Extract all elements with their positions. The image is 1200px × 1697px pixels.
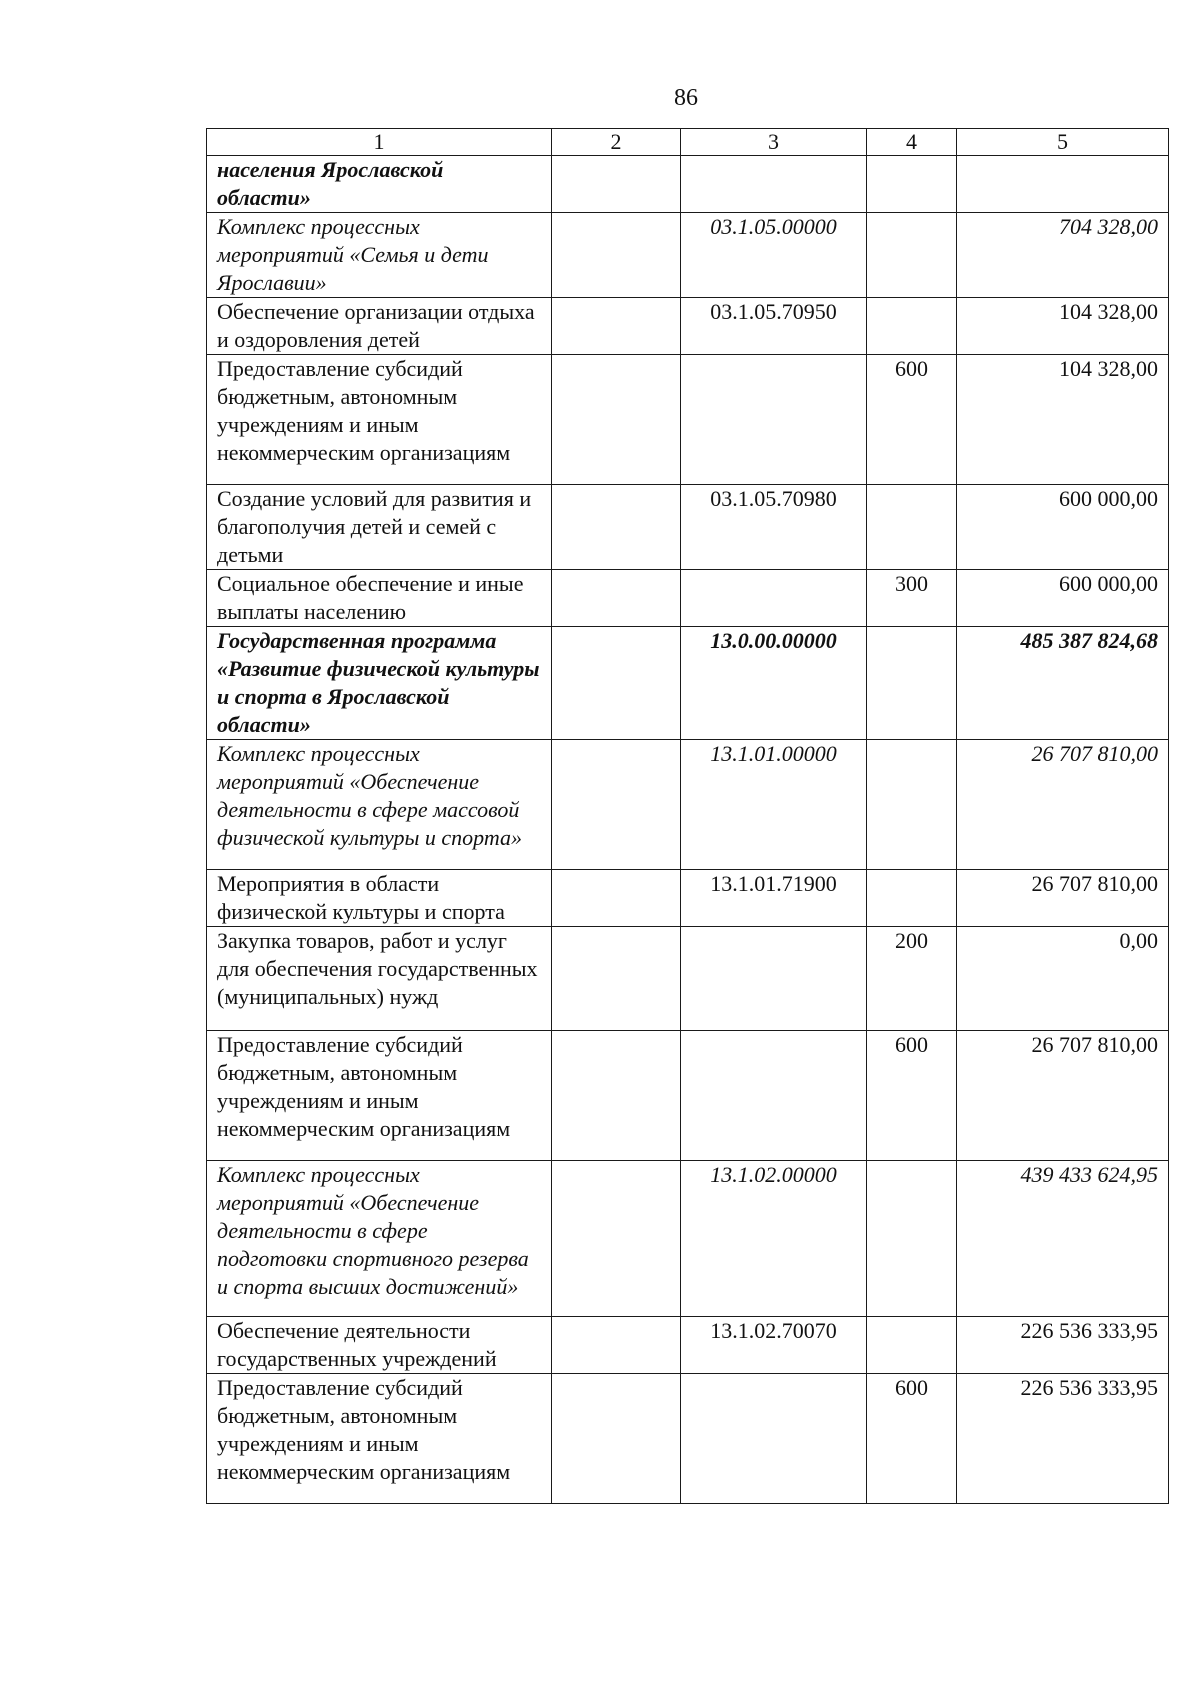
section-cell [552,1317,681,1374]
amount-cell: 26 707 810,00 [957,870,1169,927]
code-cell: 13.1.01.00000 [681,740,867,870]
code-cell: 13.0.00.00000 [681,627,867,740]
amount-cell: 485 387 824,68 [957,627,1169,740]
expense-type-cell [867,1161,957,1317]
name-cell: Предоставление субсидий бюджетным, автономным учреждениям и иным некоммерческим организациям [207,355,552,485]
amount-cell: 226 536 333,95 [957,1317,1169,1374]
name-cell: Предоставление субсидий бюджетным, автономным учреждениям и иным некоммерческим организациям [207,1031,552,1161]
name-cell: Обеспечение деятельности государственных учреждений [207,1317,552,1374]
table-row [207,213,1169,298]
code-cell: 03.1.05.70950 [681,298,867,355]
section-cell [552,870,681,927]
expense-type-cell: 200 [867,927,957,1031]
table-row [207,927,1169,1031]
name-cell: Обеспечение организации отдыха и оздоровления детей [207,298,552,355]
name-cell: Комплекс процессных мероприятий «Обеспечение деятельности в сфере массовой физической культуры и спорта» [207,740,552,870]
amount-cell: 104 328,00 [957,355,1169,485]
header-row [207,129,1169,156]
code-cell: 13.1.02.70070 [681,1317,867,1374]
name-cell: Социальное обеспечение и иные выплаты населению [207,570,552,627]
code-cell [681,156,867,213]
code-cell: 13.1.02.00000 [681,1161,867,1317]
table-row [207,1161,1169,1317]
section-cell [552,156,681,213]
expense-type-cell [867,627,957,740]
column-header-4: 4 [867,129,957,156]
expense-type-cell: 600 [867,355,957,485]
page-number: 86 [674,85,698,111]
table-row [207,298,1169,355]
name-cell: Предоставление субсидий бюджетным, автономным учреждениям и иным некоммерческим организациям [207,1374,552,1504]
section-cell [552,1374,681,1504]
section-cell [552,1161,681,1317]
name-cell: Комплекс процессных мероприятий «Семья и дети Ярославии» [207,213,552,298]
section-cell [552,355,681,485]
expense-type-cell: 600 [867,1374,957,1504]
section-cell [552,927,681,1031]
table-body [207,156,1169,1504]
table-row [207,485,1169,570]
section-cell [552,627,681,740]
expense-type-cell: 300 [867,570,957,627]
table-header [207,129,1169,156]
name-cell: Комплекс процессных мероприятий «Обеспечение деятельности в сфере подготовки спортивного резерва и спорта высших достижений» [207,1161,552,1317]
column-header-3: 3 [681,129,867,156]
section-cell [552,570,681,627]
name-cell: Закупка товаров, работ и услуг для обеспечения государственных (муниципальных) нужд [207,927,552,1031]
expense-type-cell [867,870,957,927]
column-header-5: 5 [957,129,1169,156]
code-cell: 03.1.05.00000 [681,213,867,298]
amount-cell: 439 433 624,95 [957,1161,1169,1317]
amount-cell: 104 328,00 [957,298,1169,355]
name-cell: Мероприятия в области физической культуры и спорта [207,870,552,927]
expense-type-cell [867,213,957,298]
code-cell [681,1374,867,1504]
budget-table [206,128,1169,1504]
table-row [207,1031,1169,1161]
section-cell [552,485,681,570]
code-cell [681,1031,867,1161]
table-row [207,355,1169,485]
code-cell [681,927,867,1031]
amount-cell: 704 328,00 [957,213,1169,298]
code-cell: 03.1.05.70980 [681,485,867,570]
amount-cell: 226 536 333,95 [957,1374,1169,1504]
expense-type-cell [867,485,957,570]
table-row [207,156,1169,213]
amount-cell: 0,00 [957,927,1169,1031]
name-cell: Государственная программа «Развитие физической культуры и спорта в Ярославской области» [207,627,552,740]
table-row [207,1374,1169,1504]
table-row [207,570,1169,627]
section-cell [552,1031,681,1161]
table-row [207,740,1169,870]
amount-cell: 600 000,00 [957,570,1169,627]
expense-type-cell [867,740,957,870]
amount-cell: 600 000,00 [957,485,1169,570]
amount-cell: 26 707 810,00 [957,1031,1169,1161]
expense-type-cell [867,298,957,355]
column-header-2: 2 [552,129,681,156]
section-cell [552,298,681,355]
section-cell [552,213,681,298]
table-row [207,870,1169,927]
code-cell [681,355,867,485]
name-cell: населения Ярославской области» [207,156,552,213]
section-cell [552,740,681,870]
name-cell: Создание условий для развития и благополучия детей и семей с детьми [207,485,552,570]
table-row [207,627,1169,740]
amount-cell: 26 707 810,00 [957,740,1169,870]
expense-type-cell [867,1317,957,1374]
column-header-1: 1 [207,129,552,156]
expense-type-cell [867,156,957,213]
code-cell: 13.1.01.71900 [681,870,867,927]
amount-cell [957,156,1169,213]
expense-type-cell: 600 [867,1031,957,1161]
table-row [207,1317,1169,1374]
code-cell [681,570,867,627]
